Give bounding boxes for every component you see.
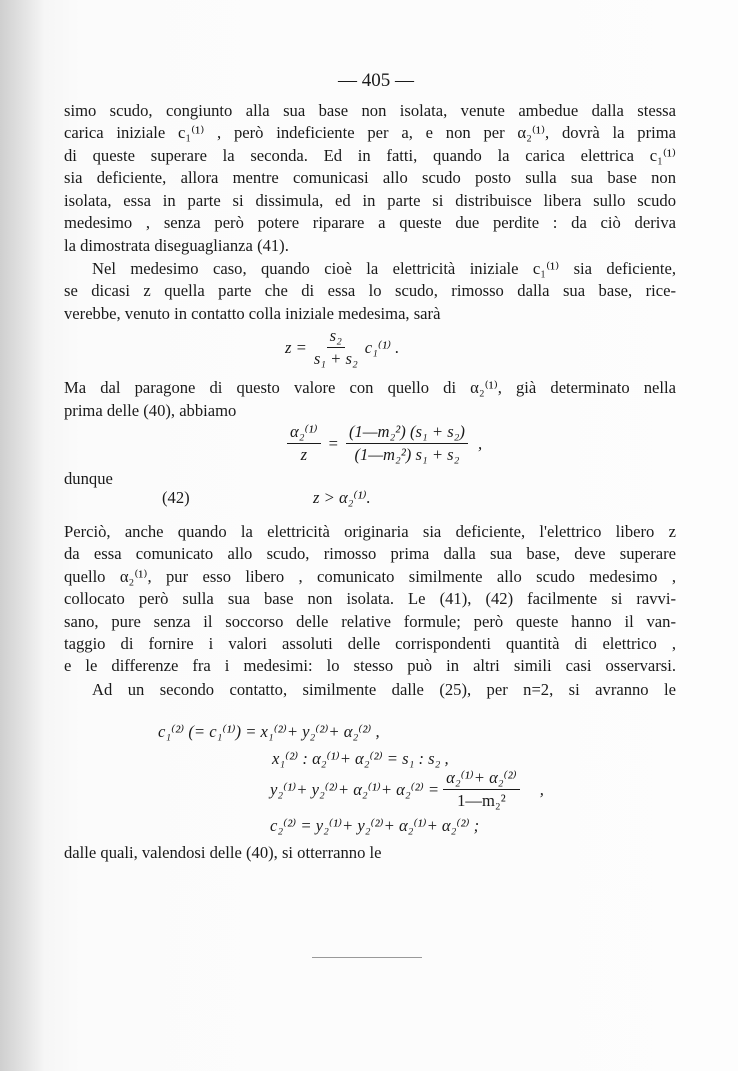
text-line: sia deficiente, allora mentre comunicasi allo scudo posto sulla sua base non <box>64 168 676 187</box>
equation-label: (42) <box>162 488 190 507</box>
fraction-right <box>346 422 468 465</box>
text-line: verebbe, venuto in contatto colla iniziale medesima, sarà <box>64 304 441 323</box>
text-line: Ma dal paragone di questo valore con quello di α₂⁽¹⁾, già determinato nella <box>64 378 676 397</box>
text-line: simo scudo, congiunto alla sua base non isolata, venute ambedue dalla stessa <box>64 101 676 120</box>
text-line: da essa comunicato allo scudo, rimosso prima dalla sua base, deve superare <box>64 544 676 563</box>
system-line-3 <box>270 768 544 811</box>
text-line: Perciò, anche quando la elettricità originaria sia deficiente, l'elettrico libero z <box>64 522 676 541</box>
fraction-left <box>287 422 321 465</box>
system-line-4: c₂⁽²⁾ = y₂⁽¹⁾+ y₂⁽²⁾+ α₂⁽¹⁾+ α₂⁽²⁾ ; <box>270 816 480 835</box>
equation-z <box>285 326 399 369</box>
numerator: α₂⁽¹⁾+ α₂⁽²⁾ <box>443 768 520 790</box>
comma: , <box>477 433 483 453</box>
denominator: 1—m₂² <box>457 791 506 810</box>
comma: , <box>539 779 544 799</box>
text-line: prima delle (40), abbiamo <box>64 401 237 420</box>
equation-42: z > α₂⁽¹⁾. <box>313 488 371 507</box>
text-line: dalle quali, valendosi delle (40), si otterranno le <box>64 843 382 862</box>
denominator: s₁ + s₂ <box>313 349 358 368</box>
text-line: se dicasi z quella parte che di essa lo scudo, rimosso dalla sua base, rice- <box>64 281 676 300</box>
system-line-2: x₁⁽²⁾ : α₂⁽¹⁾+ α₂⁽²⁾ = s₁ : s₂ , <box>272 749 449 768</box>
divider <box>312 957 422 958</box>
numerator: s₂ <box>327 326 345 348</box>
text-line: Nel medesimo caso, quando cioè la elettricità iniziale c₁⁽¹⁾ sia deficiente, <box>92 259 676 278</box>
denominator: (1—m₂²) s₁ + s₂ <box>354 445 460 464</box>
text-line: medesimo , senza però potere riparare a queste due perdite : da ciò deriva <box>64 213 676 232</box>
page-number: — 405 — <box>338 70 414 91</box>
text-line: sano, pure senza il soccorso delle relative formule; però queste hanno il van- <box>64 612 676 631</box>
text-line: dunque <box>64 469 113 488</box>
fraction <box>443 768 520 811</box>
text-line: isolata, essa in parte si dissimula, ed in parte si distribuisce libera sullo scudo <box>64 191 676 210</box>
text-line: di queste superare la seconda. Ed in fatti, quando la carica elettrica c₁⁽¹⁾ <box>64 146 676 165</box>
system-line-1: c₁⁽²⁾ (= c₁⁽¹⁾) = x₁⁽²⁾+ y₂⁽²⁾+ α₂⁽²⁾ , <box>158 722 380 741</box>
text-line: carica iniziale c₁⁽¹⁾ , però indeficiente per a, e non per α₂⁽¹⁾, dovrà la prima <box>64 123 676 142</box>
text-line: la dimostrata diseguaglianza (41). <box>64 236 289 255</box>
denominator: z <box>300 445 308 464</box>
text-line: quello α₂⁽¹⁾, pur esso libero , comunicato similmente allo scudo medesimo , <box>64 567 676 586</box>
eq-rhs: c₁⁽¹⁾ . <box>364 337 400 357</box>
text-line: collocato però sulla sua base non isolata. Le (41), (42) facilmente si ravvi- <box>64 589 676 608</box>
numerator: (1—m₂²) (s₁ + s₂) <box>346 422 468 444</box>
eq-lhs: z = <box>285 337 307 357</box>
text-line: taggio di fornire i valori assoluti delle corrispondenti quantità di elettrico , <box>64 634 676 653</box>
text-line: Ad un secondo contatto, similmente dalle (25), per n=2, si avranno le <box>92 680 676 699</box>
equation-ratio <box>283 422 482 465</box>
equals-sign: = <box>328 433 338 453</box>
numerator: α₂⁽¹⁾ <box>287 422 321 444</box>
eq-lhs: y₂⁽¹⁾+ y₂⁽²⁾+ α₂⁽¹⁾+ α₂⁽²⁾ = <box>270 779 440 799</box>
text-line: e le differenze fra i medesimi: lo stesso può in altri simili casi osservarsi. <box>64 656 676 675</box>
fraction <box>311 326 361 369</box>
